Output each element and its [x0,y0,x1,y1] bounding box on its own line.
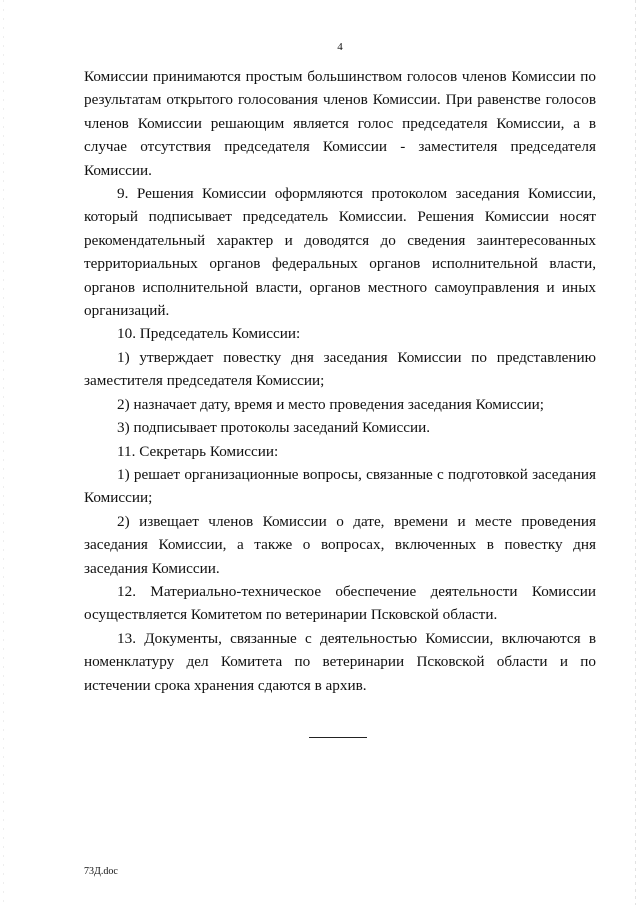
scan-edge-left [3,0,4,905]
page-number: 4 [337,41,343,53]
footer-filename: 73Д.doc [84,866,118,877]
paragraph-continuation: Комиссии принимаются простым большинством голосов членов Комиссии по результатам открытого голосования членов Комиссии. При равенстве голосов членов Комиссии решающим является голос председателя Комиссии, а в случае отсутствия председателя Комиссии - заместителя председателя Комиссии. [84,68,596,179]
scan-edge-right [635,0,636,905]
paragraph-item-9: 9. Решения Комиссии оформляются протоколом заседания Комиссии, который подписывает председатель Комиссии. Решения Комиссии носят рекомендательный характер и доводятся до сведения заинтересованных территориальных органов федеральных органов исполнительной власти, органов исполнительной власти, органов местного самоуправления и иных организаций. [84,185,596,320]
paragraph-item-10-2: 2) назначает дату, время и место проведения заседания Комиссии; [117,395,544,413]
paragraph-item-12: 12. Материально-техническое обеспечение деятельности Комиссии осуществляется Комитетом по ветеринарии Псковской области. [84,582,596,624]
end-separator-line [309,737,367,738]
paragraph-item-10-1: 1) утверждает повестку дня заседания Комиссии по представлению заместителя председателя Комиссии; [84,348,596,390]
paragraph-item-11-2: 2) извещает членов Комиссии о дате, времени и месте проведения заседания Комиссии, а также о вопросах, включенных в повестку дня заседания Комиссии. [84,512,596,577]
paragraph-item-10: 10. Председатель Комиссии: [117,325,301,343]
paragraph-item-13: 13. Документы, связанные с деятельностью Комиссии, включаются в номенклатуру дел Комитета по ветеринарии Псковской области и по истечении срока хранения сдаются в архив. [84,629,596,694]
paragraph-item-11: 11. Секретарь Комиссии: [117,442,279,460]
paragraph-item-11-1: 1) решает организационные вопросы, связанные с подготовкой заседания Комиссии; [84,465,596,507]
document-body [84,65,596,697]
paragraph-item-10-3: 3) подписывает протоколы заседаний Комиссии. [117,419,431,437]
